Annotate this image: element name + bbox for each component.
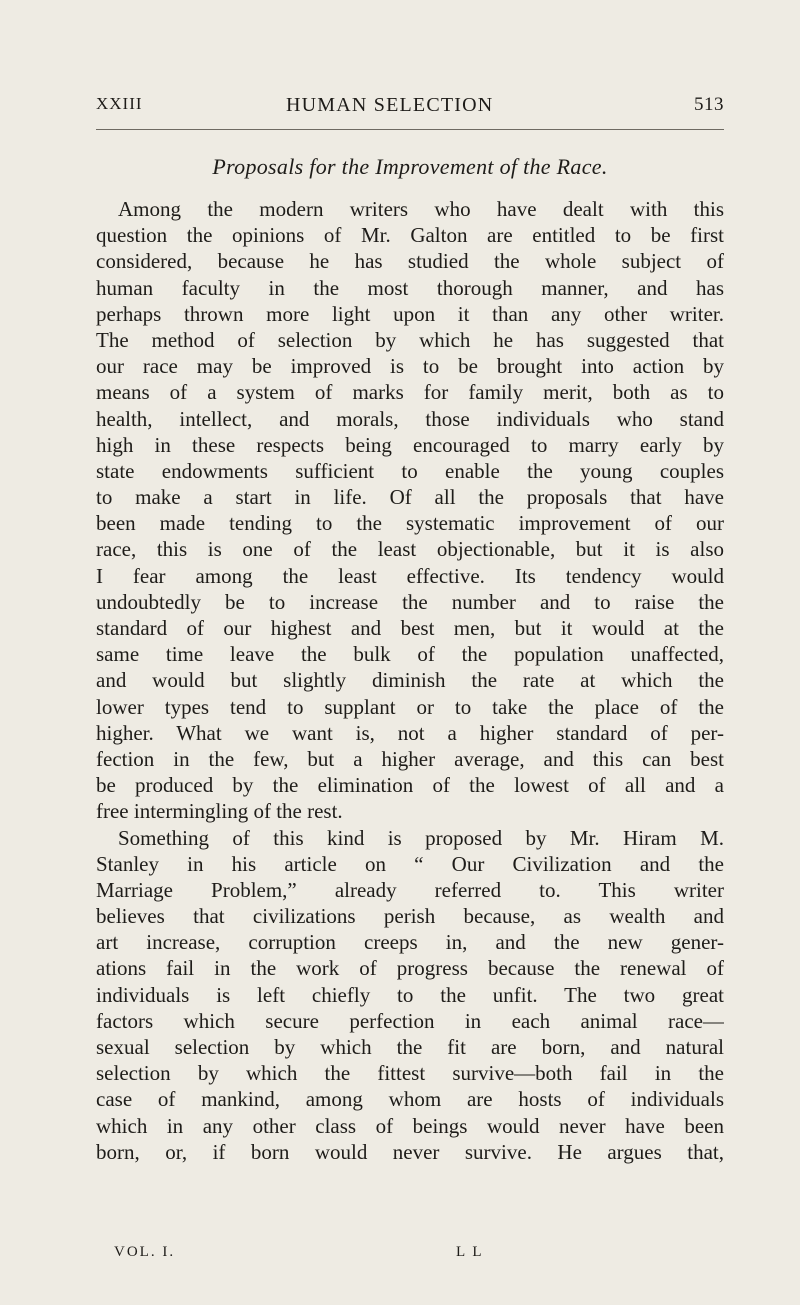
text-line: standard of our highest and best men, but it would at the (96, 616, 724, 640)
text-line: question the opinions of Mr. Galton are entitled to be first (96, 223, 724, 248)
text-line: case of mankind, among whom are hosts of individuals (96, 1087, 724, 1112)
text-line: high in these respects being encouraged to marry early by (96, 432, 724, 457)
running-title: HUMAN SELECTION (286, 94, 494, 116)
running-head (96, 94, 724, 120)
text-line: believes that civilizations perish because, as wealth and (96, 904, 724, 929)
text-line: considered, because he has studied the whole subject of (96, 249, 724, 274)
text-line: free intermingling of the rest. (96, 799, 343, 824)
section-title: Proposals for the Improvement of the Race. (212, 154, 608, 179)
text-line: which in any other class of beings would never have been (96, 1113, 724, 1138)
text-line: art increase, corruption creeps in, and the new gener- (96, 930, 724, 955)
text-line: factors which secure perfection in each animal race— (96, 1008, 724, 1033)
text-line: human faculty in the most thorough manner, and has (96, 275, 724, 300)
header-rule (96, 129, 724, 130)
text-line: race, this is one of the least objectionable, but it is also (96, 537, 724, 562)
page-footer (96, 1244, 724, 1266)
text-line: sexual selection by which the fit are born, and natural (96, 1035, 724, 1059)
text-line: to make a start in life. Of all the proposals that have (96, 485, 724, 510)
volume-mark: VOL. I. (114, 1244, 176, 1260)
chapter-number: XXIII (96, 94, 143, 113)
text-line: perhaps thrown more light upon it than any other writer. (96, 301, 724, 326)
text-line: Something of this kind is proposed by Mr. Hiram M. (118, 825, 724, 850)
text-line: our race may be improved is to be brought into action by (96, 354, 724, 379)
text-line: and would but slightly diminish the rate at which the (96, 668, 724, 693)
text-line: born, or, if born would never survive. He argues that, (96, 1139, 724, 1164)
text-line: same time leave the bulk of the population unaffected, (96, 642, 724, 667)
text-line: selection by which the fittest survive—both fail in the (96, 1061, 724, 1086)
text-line: higher. What we want is, not a higher standard of per- (96, 720, 724, 745)
text-line: Among the modern writers who have dealt with this (118, 197, 724, 221)
text-line: Marriage Problem,” already referred to. This writer (96, 877, 724, 902)
text-line: lower types tend to supplant or to take the place of the (96, 694, 724, 719)
text-line: undoubtedly be to increase the number and to raise the (96, 589, 724, 614)
body-text (96, 196, 724, 1165)
text-line: individuals is left chiefly to the unfit. The two great (96, 982, 724, 1007)
text-line: Stanley in his article on “ Our Civilization and the (96, 851, 724, 876)
text-line: ations fail in the work of progress because the renewal of (96, 956, 724, 981)
signature-mark: L L (456, 1244, 484, 1260)
text-line: fection in the few, but a higher average, and this can best (96, 746, 724, 771)
text-line: health, intellect, and morals, those individuals who stand (96, 406, 724, 431)
text-line: be produced by the elimination of the lowest of all and a (96, 773, 724, 798)
page-number: 513 (694, 94, 724, 115)
text-line: been made tending to the systematic improvement of our (96, 511, 724, 536)
text-line: state endowments sufficient to enable the young couples (96, 458, 724, 483)
text-line: means of a system of marks for family merit, both as to (96, 380, 724, 405)
text-line: I fear among the least effective. Its tendency would (96, 563, 724, 588)
text-line: The method of selection by which he has suggested that (96, 327, 724, 352)
